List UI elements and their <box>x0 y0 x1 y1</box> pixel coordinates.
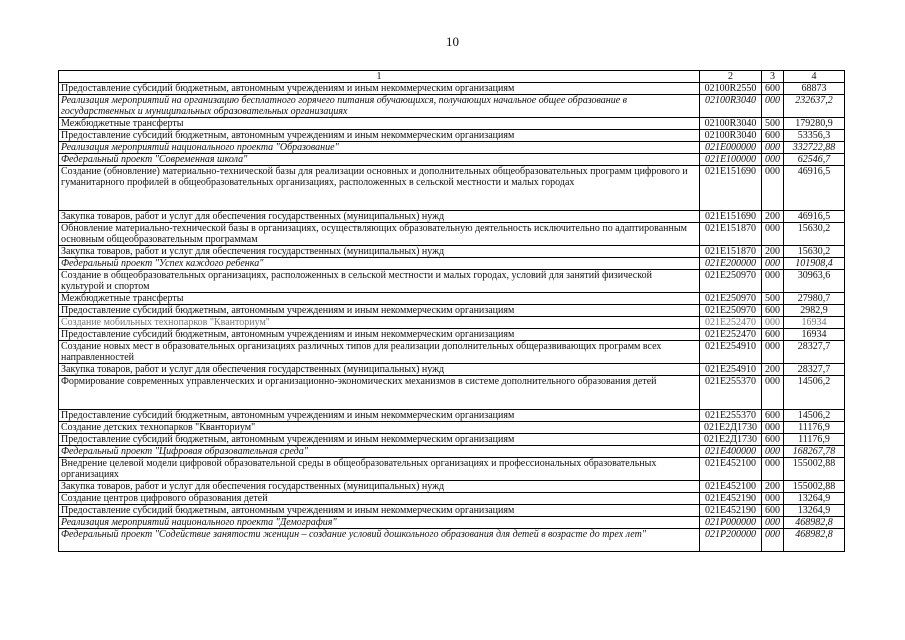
row-name-cell: Реализация мероприятий на организацию бесплатного горячего питания обучающихся, получающих начальное общее образование в государственных и муниципальных образовательных организациях <box>59 95 700 118</box>
row-code-cell: 021E151870 <box>700 246 762 258</box>
table-row <box>59 154 845 166</box>
table-row <box>59 270 845 293</box>
row-code-cell: 021E2Д1730 <box>700 422 762 434</box>
row-sum-cell: 68873 <box>784 83 845 95</box>
table-row <box>59 258 845 270</box>
row-vr-cell: 200 <box>762 211 784 223</box>
row-sum-cell: 27980,7 <box>784 293 845 305</box>
row-name-cell: Реализация мероприятий национального проекта "Демография" <box>59 517 700 529</box>
row-name-cell: Создание центров цифрового образования детей <box>59 493 700 505</box>
table-row <box>59 529 845 552</box>
row-code-cell: 021E255370 <box>700 410 762 422</box>
row-name-cell: Создание детских технопарков "Кванториум" <box>59 422 700 434</box>
row-vr-cell: 600 <box>762 130 784 142</box>
row-code-cell: 021E2Д1730 <box>700 434 762 446</box>
row-sum-cell: 28327,7 <box>784 364 845 376</box>
table-row <box>59 341 845 364</box>
row-code-cell: 021E255370 <box>700 376 762 410</box>
table-row <box>59 364 845 376</box>
row-name-cell: Закупка товаров, работ и услуг для обеспечения государственных (муниципальных) нужд <box>59 364 700 376</box>
page-number: 10 <box>446 34 459 49</box>
row-vr-cell: 000 <box>762 317 784 329</box>
row-vr-cell: 200 <box>762 246 784 258</box>
row-sum-cell: 11176,9 <box>784 434 845 446</box>
row-vr-cell: 000 <box>762 341 784 364</box>
row-code-cell: 02100R2550 <box>700 83 762 95</box>
row-sum-cell: 16934 <box>784 317 845 329</box>
row-vr-cell: 600 <box>762 83 784 95</box>
table-row <box>59 293 845 305</box>
row-vr-cell: 600 <box>762 410 784 422</box>
row-sum-cell: 101908,4 <box>784 258 845 270</box>
row-code-cell: 021E200000 <box>700 258 762 270</box>
row-name-cell: Предоставление субсидий бюджетным, автономным учреждениям и иным некоммерческим организациям <box>59 505 700 517</box>
row-code-cell: 021E250970 <box>700 270 762 293</box>
row-sum-cell: 13264,9 <box>784 505 845 517</box>
row-name-cell: Предоставление субсидий бюджетным, автономным учреждениям и иным некоммерческим организациям <box>59 305 700 317</box>
row-sum-cell: 468982,8 <box>784 517 845 529</box>
table-row <box>59 410 845 422</box>
table-row <box>59 223 845 246</box>
row-code-cell: 021E452190 <box>700 505 762 517</box>
table-row <box>59 118 845 130</box>
row-sum-cell: 13264,9 <box>784 493 845 505</box>
row-sum-cell: 14506,2 <box>784 410 845 422</box>
row-code-cell: 021P000000 <box>700 517 762 529</box>
header-col-name: 1 <box>59 71 700 83</box>
table-row <box>59 130 845 142</box>
row-sum-cell: 232637,2 <box>784 95 845 118</box>
table-row <box>59 517 845 529</box>
row-sum-cell: 2982,9 <box>784 305 845 317</box>
row-vr-cell: 000 <box>762 493 784 505</box>
row-name-cell: Создание мобильных технопарков "Кванториум" <box>59 317 700 329</box>
table-row <box>59 317 845 329</box>
row-name-cell: Закупка товаров, работ и услуг для обеспечения государственных (муниципальных) нужд <box>59 211 700 223</box>
table-row <box>59 305 845 317</box>
row-name-cell: Предоставление субсидий бюджетным, автономным учреждениям и иным некоммерческим организациям <box>59 329 700 341</box>
row-vr-cell: 000 <box>762 223 784 246</box>
row-sum-cell: 46916,5 <box>784 166 845 211</box>
budget-table <box>58 70 845 552</box>
row-name-cell: Создание новых мест в образовательных организациях различных типов для реализации дополнительных общеразвивающих программ всех направленностей <box>59 341 700 364</box>
row-sum-cell: 62546,7 <box>784 154 845 166</box>
row-vr-cell: 000 <box>762 142 784 154</box>
table-row <box>59 481 845 493</box>
row-code-cell: 021E400000 <box>700 446 762 458</box>
row-vr-cell: 000 <box>762 270 784 293</box>
row-code-cell: 021E452190 <box>700 493 762 505</box>
row-name-cell: Создание в общеобразовательных организациях, расположенных в сельской местности и малых городах, условий для занятий физической культурой и спортом <box>59 270 700 293</box>
row-code-cell: 021E250970 <box>700 293 762 305</box>
row-sum-cell: 168267,78 <box>784 446 845 458</box>
row-vr-cell: 000 <box>762 95 784 118</box>
row-sum-cell: 155002,88 <box>784 481 845 493</box>
row-vr-cell: 600 <box>762 329 784 341</box>
table-header-row <box>59 71 845 83</box>
row-code-cell: 021E000000 <box>700 142 762 154</box>
row-name-cell: Реализация мероприятий национального проекта "Образование" <box>59 142 700 154</box>
row-vr-cell: 200 <box>762 364 784 376</box>
table-row <box>59 434 845 446</box>
table-row <box>59 83 845 95</box>
row-code-cell: 021E151690 <box>700 166 762 211</box>
row-sum-cell: 15630,2 <box>784 246 845 258</box>
table-row <box>59 493 845 505</box>
row-name-cell: Предоставление субсидий бюджетным, автономным учреждениям и иным некоммерческим организациям <box>59 410 700 422</box>
row-name-cell: Формирование современных управленческих и организационно-экономических механизмов в системе дополнительного образования детей <box>59 376 700 410</box>
row-code-cell: 02100R3040 <box>700 95 762 118</box>
row-vr-cell: 000 <box>762 446 784 458</box>
row-sum-cell: 53356,3 <box>784 130 845 142</box>
row-name-cell: Предоставление субсидий бюджетным, автономным учреждениям и иным некоммерческим организациям <box>59 83 700 95</box>
row-vr-cell: 000 <box>762 258 784 270</box>
row-sum-cell: 28327,7 <box>784 341 845 364</box>
row-name-cell: Федеральный проект "Современная школа" <box>59 154 700 166</box>
table-row <box>59 422 845 434</box>
header-col-vr: 3 <box>762 71 784 83</box>
row-vr-cell: 600 <box>762 305 784 317</box>
table-row <box>59 142 845 154</box>
row-code-cell: 021E452100 <box>700 481 762 493</box>
row-name-cell: Закупка товаров, работ и услуг для обеспечения государственных (муниципальных) нужд <box>59 481 700 493</box>
row-vr-cell: 000 <box>762 376 784 410</box>
row-sum-cell: 468982,8 <box>784 529 845 552</box>
row-name-cell: Федеральный проект "Цифровая образовательная среда" <box>59 446 700 458</box>
row-vr-cell: 500 <box>762 293 784 305</box>
row-code-cell: 021P200000 <box>700 529 762 552</box>
row-vr-cell: 000 <box>762 422 784 434</box>
row-vr-cell: 000 <box>762 529 784 552</box>
row-code-cell: 021E151690 <box>700 211 762 223</box>
table-row <box>59 211 845 223</box>
table-row <box>59 166 845 211</box>
row-name-cell: Предоставление субсидий бюджетным, автономным учреждениям и иным некоммерческим организациям <box>59 130 700 142</box>
row-code-cell: 021E252470 <box>700 317 762 329</box>
row-sum-cell: 179280,9 <box>784 118 845 130</box>
row-sum-cell: 332722,88 <box>784 142 845 154</box>
row-vr-cell: 000 <box>762 154 784 166</box>
header-col-sum: 4 <box>784 71 845 83</box>
table-row <box>59 446 845 458</box>
header-col-code: 2 <box>700 71 762 83</box>
row-name-cell: Межбюджетные трансферты <box>59 293 700 305</box>
row-code-cell: 021E252470 <box>700 329 762 341</box>
row-vr-cell: 200 <box>762 481 784 493</box>
row-name-cell: Федеральный проект "Содействие занятости женщин – создание условий дошкольного образования для детей в возрасте до трех лет" <box>59 529 700 552</box>
row-code-cell: 021E452100 <box>700 458 762 481</box>
row-code-cell: 02100R3040 <box>700 130 762 142</box>
row-name-cell: Федеральный проект "Успех каждого ребенка" <box>59 258 700 270</box>
table-row <box>59 458 845 481</box>
row-name-cell: Внедрение целевой модели цифровой образовательной среды в общеобразовательных организациях и профессиональных образовательных организациях <box>59 458 700 481</box>
row-name-cell: Закупка товаров, работ и услуг для обеспечения государственных (муниципальных) нужд <box>59 246 700 258</box>
row-code-cell: 021E250970 <box>700 305 762 317</box>
row-code-cell: 021E254910 <box>700 341 762 364</box>
row-name-cell: Предоставление субсидий бюджетным, автономным учреждениям и иным некоммерческим организациям <box>59 434 700 446</box>
row-code-cell: 02100R3040 <box>700 118 762 130</box>
row-vr-cell: 000 <box>762 517 784 529</box>
table-row <box>59 505 845 517</box>
row-vr-cell: 000 <box>762 458 784 481</box>
table-row <box>59 246 845 258</box>
row-vr-cell: 600 <box>762 505 784 517</box>
row-code-cell: 021E100000 <box>700 154 762 166</box>
row-name-cell: Межбюджетные трансферты <box>59 118 700 130</box>
table-row <box>59 95 845 118</box>
row-vr-cell: 000 <box>762 166 784 211</box>
row-sum-cell: 16934 <box>784 329 845 341</box>
row-sum-cell: 11176,9 <box>784 422 845 434</box>
row-sum-cell: 15630,2 <box>784 223 845 246</box>
table-row <box>59 329 845 341</box>
row-sum-cell: 155002,88 <box>784 458 845 481</box>
table-row <box>59 376 845 410</box>
row-sum-cell: 46916,5 <box>784 211 845 223</box>
row-name-cell: Обновление материально-технической базы в организациях, осуществляющих образовательную деятельность исключительно по адаптированным основным общеобразовательным программам <box>59 223 700 246</box>
row-sum-cell: 14506,2 <box>784 376 845 410</box>
row-code-cell: 021E151870 <box>700 223 762 246</box>
row-sum-cell: 30963,6 <box>784 270 845 293</box>
row-vr-cell: 500 <box>762 118 784 130</box>
row-vr-cell: 600 <box>762 434 784 446</box>
row-name-cell: Создание (обновление) материально-технической базы для реализации основных и дополнительных общеобразовательных программ цифрового и гуманитарного профилей в общеобразовательных организациях, расположенных в сельской местности и малых городах <box>59 166 700 211</box>
row-code-cell: 021E254910 <box>700 364 762 376</box>
